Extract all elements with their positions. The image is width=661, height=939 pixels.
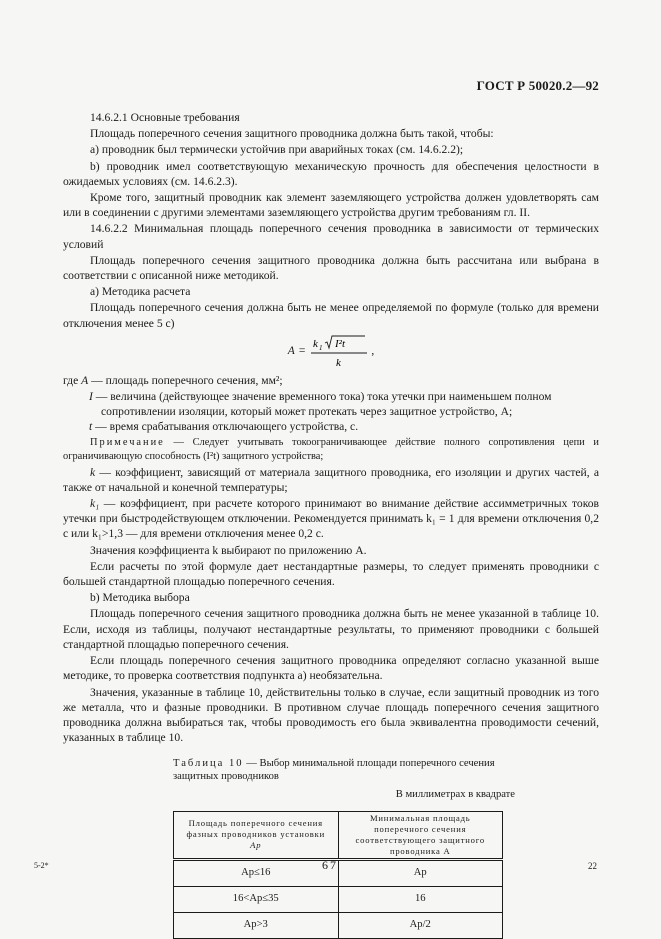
note [63,436,599,464]
legend-t-text: — время срабатывания отключающего устройства, с. [95,420,359,434]
footer-signature-mark: 5-2* [34,861,49,870]
k-values-reference: Значения коэффициента k выбирают по приложению А. [90,543,367,557]
note-text: — Следует учитывать токоограничивающее действие полного сопротивления цепи и ограничивающую способность (I²t) защитного устройства; [63,436,599,462]
document-code: ГОСТ Р 50020.2—92 [476,78,599,93]
additional-requirement: Кроме того, защитный проводник как элемент заземляющего устройства должен удовлетворять сам или в соединении с другими элементами заземляющего устройства другим требованиям гл. II. [63,191,599,220]
table-caption [173,757,503,783]
note-label: Примечание [90,436,165,448]
legend-t-symbol: t [89,420,93,434]
requirement-a: а) проводник был термически устойчив при аварийных токах (см. 14.6.2.2); [90,143,464,157]
k1-definition [63,496,599,542]
formula-numer-sub: 1 [319,343,323,352]
legend-A-symbol: A [81,373,89,387]
cross-section-table [173,811,503,939]
formula-denominator: k [336,356,342,369]
requirement-b: b) проводник имел соответствующую механическую прочность для обеспечения целостности в ожидаемых условиях (см. 14.6.2.3). [63,159,599,188]
table-cell: Ap [338,859,503,886]
legend-I-text: — величина (действующее значение временного тока) тока утечки при наименьшем полном сопротивлении изоляции, который может протекать через защитное устройство, А; [95,390,552,419]
table-cell: Ap≤16 [174,859,339,886]
formula-lhs: A [287,345,295,358]
table-cell: 16<Ap≤35 [174,886,339,912]
k1-symbol: k₁ [90,497,100,511]
formula-radicand: I²t [335,337,346,350]
method-b-p1: Площадь поперечного сечения защитного проводника должна быть не менее указанной в таблице 10. Если, исходя из таблицы, получают нестандартные результаты, то применяют проводники с большей стандартной площадью поперечного сечения. [63,607,599,651]
table-header-col1-text: Площадь поперечного сечения фазных проводников установки [186,818,326,840]
legend-t [63,419,599,434]
method-b-p3: Значения, указанные в таблице 10, действительны только в случае, если защитный проводник из того же металла, что и фазные проводники. В противном случае площадь поперечного сечения защитного проводника должна выбираться так, чтобы проводимость его была эквивалентна проводимости сечений, указанных в таблице 10. [63,685,599,745]
table-header-col1 [174,811,339,859]
method-a-text: Площадь поперечного сечения должна быть не менее определяемой по формуле (только для времени отключения менее 5 с) [63,301,599,330]
page-number: 67 [322,858,338,872]
table-caption-text: — Выбор минимальной площади поперечного сечения защитных проводников [173,758,495,783]
legend-A [63,373,599,388]
method-b-p2: Если площадь поперечного сечения защитного проводника определяют согласно указанной выше методике, то проверка соответствия подпункта а) необязательна. [63,654,599,683]
table-row [174,859,503,886]
method-a-title: а) Методика расчета [90,285,191,299]
table-header-row [174,811,503,859]
table-header-col1-symbol: Ap [250,840,262,851]
table-header-col2: Минимальная площадь поперечного сечения соответствующего защитного проводника A [338,811,503,859]
table-row [174,886,503,912]
legend-A-text: — площадь поперечного сечения, мм²; [91,373,283,387]
nonstandard-sizes: Если расчеты по этой формуле дает нестандартные размеры, то следует применять проводники с большей стандартной площадью поперечного сечения. [63,559,599,589]
formula-fraction [309,335,371,369]
k-text: — коэффициент, зависящий от материала защитного проводника, его изоляции и других частей, а также от начальной и конечной температуры; [63,465,599,494]
table-row [174,912,503,938]
formula-equals: = [298,345,306,358]
section-14-6-2-2-title: 14.6.2.2 Минимальная площадь поперечного сечения проводника в зависимости от термических условий [63,222,599,251]
section-14-6-2-2-intro: Площадь поперечного сечения защитного проводника должна быть рассчитана или выбрана в соответствии с описанной ниже методикой. [63,253,599,283]
legend-where: где [63,373,79,387]
formula-numer-k: k [313,337,319,350]
legend-I-symbol: I [89,390,93,404]
table-caption-label: Таблица 10 [173,758,244,770]
method-b-title: b) Методика выбора [90,591,190,605]
k-definition [63,465,599,495]
table-cell: 16 [338,886,503,912]
table-cell: Ap>3 [174,912,339,938]
formula-trail: , [371,345,375,358]
table-10 [173,757,515,938]
section-14-6-2-1-title: 14.6.2.1 Основные требования [90,111,240,124]
legend-I [63,389,599,419]
table-units: В миллиметрах в квадрате [395,789,515,801]
footer-sheet-number: 22 [588,861,597,871]
k-symbol: k [90,465,96,479]
document-body [63,110,599,939]
table-cell: Ap/2 [338,912,503,938]
k1-text: — коэффициент, при расчете которого принимают во внимание действие ассимметричных токов утечки при быстродействующем отключении. Рекомендуется принимать k₁ = 1 для времени отключения 0,2 с или k₁>1,3 — для времени отключения менее 0,2 с. [63,497,600,541]
area-formula [63,335,599,369]
section-14-6-2-1-intro: Площадь поперечного сечения защитного проводника должна быть такой, чтобы: [90,127,494,141]
